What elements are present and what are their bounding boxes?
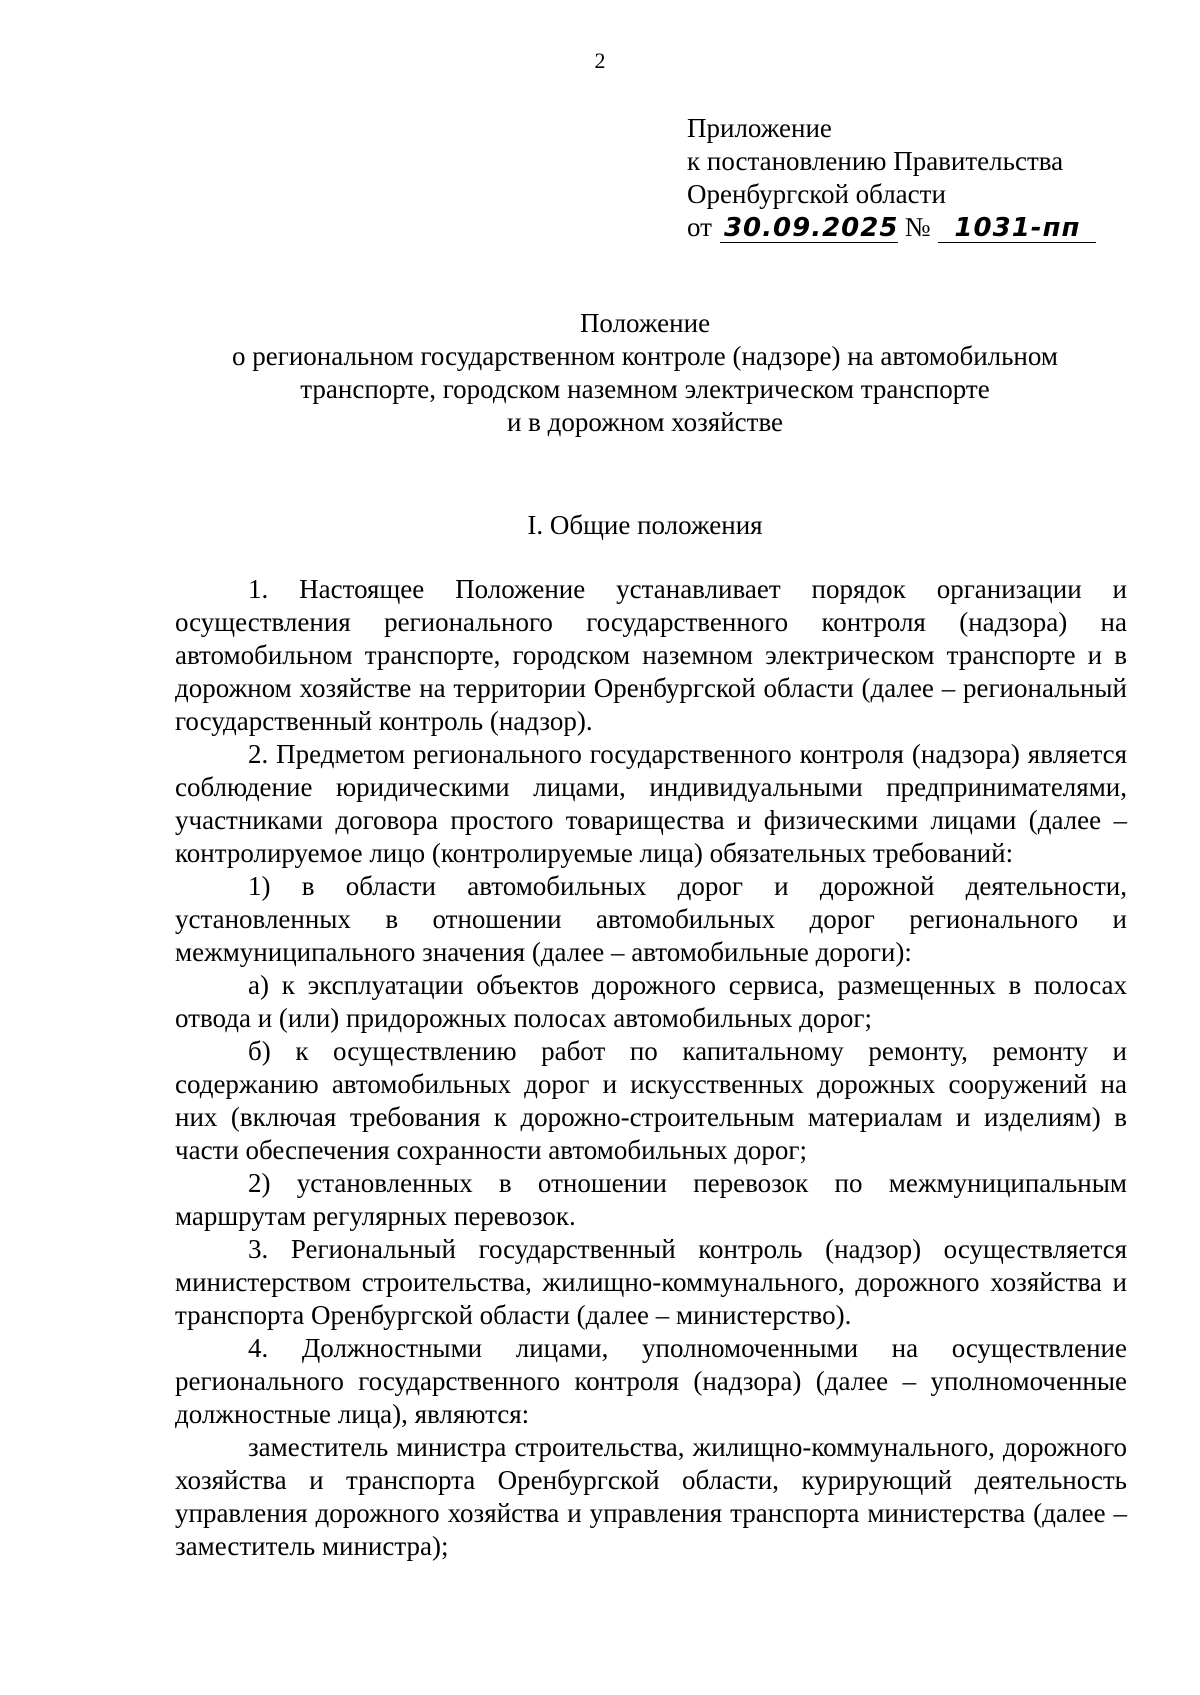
- from-label: от: [687, 212, 712, 242]
- document-title: [175, 307, 1115, 439]
- handwritten-date: 30.09.2025: [720, 214, 898, 243]
- paragraph-2-1: 1) в области автомобильных дорог и дорожной деятельности, установленных в отношении автомобильных дорог регионального и межмуниципального значения (далее – автомобильные дороги):: [175, 871, 1127, 967]
- page-number: 2: [594, 48, 606, 73]
- paragraph-1: 1. Настоящее Положение устанавливает порядок организации и осуществления регионального государственного контроля (надзора) на автомобильном транспорте, городском наземном электрическом транспорте и в дорожном хозяйстве на территории Оренбургской области (далее – региональный государственный контроль (надзор).: [175, 574, 1127, 736]
- handwritten-number: 1031-пп: [938, 214, 1096, 243]
- paragraph-4: 4. Должностными лицами, уполномоченными на осуществление регионального государственного контроля (надзора) (далее – уполномоченные должностные лица), являются:: [175, 1333, 1127, 1429]
- paragraph-2-1-b: б) к осуществлению работ по капитальному ремонту, ремонту и содержанию автомобильных дорог и искусственных дорожных сооружений на них (включая требования к дорожно-строительным материалам и изделиям) в части обеспечения сохранности автомобильных дорог;: [175, 1036, 1127, 1165]
- paragraph-2-1-a: а) к эксплуатации объектов дорожного сервиса, размещенных в полосах отвода и (или) придорожных полосах автомобильных дорог;: [175, 970, 1127, 1033]
- title-line-4: и в дорожном хозяйстве: [506, 407, 784, 437]
- section-heading: I. Общие положения: [527, 510, 763, 540]
- paragraph-2: 2. Предметом регионального государственного контроля (надзора) является соблюдение юридическими лицами, индивидуальными предпринимателями, участниками договора простого товарищества и физическими лицами (далее – контролируемое лицо (контролируемые лица) обязательных требований:: [175, 739, 1127, 868]
- title-line-3: транспорте, городском наземном электрическом транспорте: [300, 374, 990, 404]
- appendix-line-1: Приложение: [687, 113, 832, 143]
- appendix-block: [687, 112, 1096, 244]
- paragraph-2-2: 2) установленных в отношении перевозок по межмуниципальным маршрутам регулярных перевозок.: [175, 1168, 1127, 1231]
- paragraph-4-deputy: заместитель министра строительства, жилищно-коммунального, дорожного хозяйства и транспорта Оренбургской области, курирующий деятельность управления дорожного хозяйства и управления транспорта министерства (далее – заместитель министра);: [175, 1432, 1127, 1561]
- title-line-2: о региональном государственном контроле (надзоре) на автомобильном: [232, 341, 1058, 371]
- appendix-line-3: Оренбургской области: [687, 179, 946, 209]
- number-label: №: [904, 212, 931, 242]
- body-text: [175, 573, 1127, 1563]
- appendix-date-line: [687, 211, 1096, 244]
- paragraph-3: 3. Региональный государственный контроль (надзор) осуществляется министерством строительства, жилищно-коммунального, дорожного хозяйства и транспорта Оренбургской области (далее – министерство).: [175, 1234, 1127, 1330]
- appendix-line-2: к постановлению Правительства: [687, 146, 1064, 176]
- title-line-1: Положение: [579, 308, 711, 338]
